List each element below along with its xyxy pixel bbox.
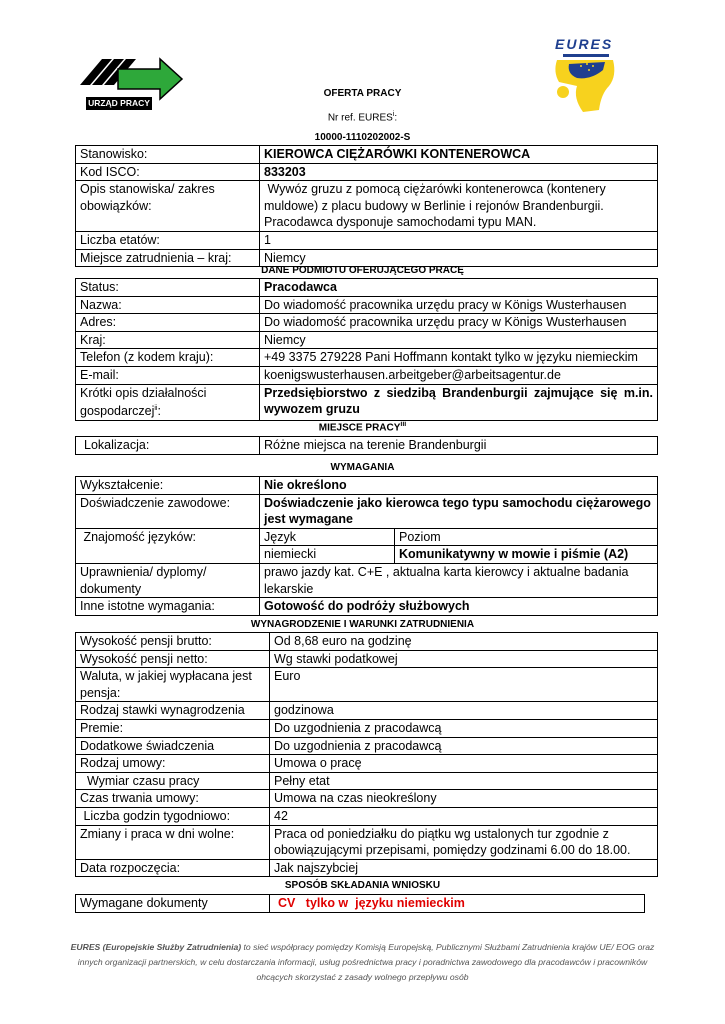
employment-country-value: Niemcy xyxy=(260,249,658,267)
table-row xyxy=(76,859,658,877)
table-row xyxy=(76,384,658,420)
isco-code-label: Kod ISCO: xyxy=(76,163,260,181)
application-table xyxy=(75,894,645,913)
net-salary-value: Wg stawki podatkowej xyxy=(270,650,658,668)
table-row xyxy=(76,231,658,249)
workplace-table xyxy=(75,436,658,455)
table-row xyxy=(76,279,658,297)
table-row xyxy=(76,807,658,825)
start-date-value: Jak najszybciej xyxy=(270,859,658,877)
footer-eures-name: EURES (Europejskie Służby Zatrudnienia) xyxy=(70,942,242,952)
table-row xyxy=(76,366,658,384)
table-row xyxy=(76,528,658,546)
language-name: niemiecki xyxy=(260,546,395,564)
table-row xyxy=(76,737,658,755)
table-row xyxy=(76,895,645,913)
urzad-pracy-logo xyxy=(78,55,188,117)
job-table xyxy=(75,145,658,267)
contract-duration-label: Czas trwania umowy: xyxy=(76,790,270,808)
employer-email-value[interactable]: koenigswusterhausen.arbeitgeber@arbeitsagentur.de xyxy=(260,366,658,384)
start-date-label: Data rozpoczęcia: xyxy=(76,859,270,877)
required-documents-label: Wymagane dokumenty xyxy=(76,895,270,913)
employer-section-title: DANE PODMIOTU OFERUJĄCEGO PRACĘ xyxy=(261,265,464,276)
table-row xyxy=(76,790,658,808)
benefits-value: Do uzgodnienia z pracodawcą xyxy=(270,737,658,755)
salary-section-title: WYNAGRODZENIE I WARUNKI ZATRUDNIENIA xyxy=(250,619,475,630)
business-activity-label-text: Krótki opis działalności gospodarczej xyxy=(80,385,207,419)
eures-logo-text: EURES xyxy=(555,36,614,52)
urzad-pracy-logo-text: URZĄD PRACY xyxy=(88,98,150,108)
table-row xyxy=(76,163,658,181)
languages-label: Znajomość języków: xyxy=(76,528,260,563)
location-label: Lokalizacja: xyxy=(76,437,260,455)
gross-salary-value: Od 8,68 euro na godzinę xyxy=(270,633,658,651)
job-position-label: Stanowisko: xyxy=(76,146,260,164)
shifts-label: Zmiany i praca w dni wolne: xyxy=(76,825,270,859)
contract-duration-value: Umowa na czas nieokreślony xyxy=(270,790,658,808)
bonus-value: Do uzgodnienia z pracodawcą xyxy=(270,719,658,737)
salary-table xyxy=(75,632,658,877)
positions-count-label: Liczba etatów: xyxy=(76,231,260,249)
contract-type-value: Umowa o pracę xyxy=(270,755,658,773)
currency-label: Waluta, w jakiej wypłacana jest pensja: xyxy=(76,668,270,702)
employer-country-value: Niemcy xyxy=(260,331,658,349)
employer-name-value: Do wiadomość pracownika urzędu pracy w Königs Wusterhausen xyxy=(260,296,658,314)
workplace-section-title-text: MIEJSCE PRACY xyxy=(318,422,401,434)
rate-type-label: Rodzaj stawki wynagrodzenia xyxy=(76,702,270,720)
employer-email-label: E-mail: xyxy=(76,366,260,384)
table-row xyxy=(76,314,658,332)
business-activity-value: Przedsiębiorstwo z siedzibą Brandenburgii zajmujące się m.in. wywozem gruzu xyxy=(260,384,658,420)
employer-name-label: Nazwa: xyxy=(76,296,260,314)
education-value: Nie określono xyxy=(260,477,658,495)
page-title: OFERTA PRACY xyxy=(323,88,402,99)
table-row xyxy=(76,650,658,668)
location-value: Różne miejsca na terenie Brandenburgii xyxy=(260,437,658,455)
table-row xyxy=(76,633,658,651)
workplace-section-title xyxy=(0,421,725,433)
employer-address-label: Adres: xyxy=(76,314,260,332)
eures-figure-icon xyxy=(543,52,621,116)
table-row xyxy=(76,437,658,455)
table-row xyxy=(76,563,658,597)
net-salary-label: Wysokość pensji netto: xyxy=(76,650,270,668)
benefits-label: Dodatkowe świadczenia xyxy=(76,737,270,755)
isco-code-value: 833203 xyxy=(260,163,658,181)
table-row xyxy=(76,719,658,737)
reference-number: 10000-1110202002-S xyxy=(314,132,411,143)
table-row xyxy=(76,772,658,790)
positions-count-value: 1 xyxy=(260,231,658,249)
rate-type-value: godzinowa xyxy=(270,702,658,720)
language-column-header: Język xyxy=(260,528,395,546)
weekly-hours-value: 42 xyxy=(270,807,658,825)
contract-type-label: Rodzaj umowy: xyxy=(76,755,270,773)
business-activity-label xyxy=(76,384,260,420)
table-row xyxy=(76,825,658,859)
employer-country-label: Kraj: xyxy=(76,331,260,349)
employer-address-value: Do wiadomość pracownika urzędu pracy w Königs Wusterhausen xyxy=(260,314,658,332)
employer-status-value: Pracodawca xyxy=(260,279,658,297)
working-time-value: Pełny etat xyxy=(270,772,658,790)
bonus-label: Premie: xyxy=(76,719,270,737)
employer-status-label: Status: xyxy=(76,279,260,297)
language-level: Komunikatywny w mowie i piśmie (A2) xyxy=(395,546,658,564)
table-row xyxy=(76,668,658,702)
table-row xyxy=(76,181,658,232)
employer-phone-value: +49 3375 279228 Pani Hoffmann kontakt tylko w języku niemieckim xyxy=(260,349,658,367)
table-row xyxy=(76,477,658,495)
application-section-title: SPOSÓB SKŁADANIA WNIOSKU xyxy=(284,880,441,891)
shifts-value: Praca od poniedziałku do piątku wg ustalonych tur zgodnie z obowiązującymi przepisami, pomiędzy godzinami 6.00 do 18.00. xyxy=(270,825,658,859)
footer-description: to sieć współpracy pomiędzy Komisją Europejską, Publicznymi Służbami Zatrudnienia krajów UE/ EOG oraz innych organizacji partnerskich, w celu dostarczania informacji, usług pośrednictwa pracy i poradnictwa zawodowego dla pracodawców i pracowników ohcących skorzystać z zasady wolnego przepływu osób xyxy=(77,942,655,982)
table-row xyxy=(76,331,658,349)
reference-footnote-mark: i xyxy=(392,111,395,118)
weekly-hours-label: Liczba godzin tygodniowo: xyxy=(76,807,270,825)
other-requirements-label: Inne istotne wymagania: xyxy=(76,598,260,616)
reference-label-suffix: : xyxy=(394,112,398,124)
job-description-value: Wywóz gruzu z pomocą ciężarówki kontenerowca (kontenery muldowe) z placu budowy w Berlinie i rejonów Brandenburgii. Pracodawca dysponuje samochodami typu MAN. xyxy=(260,181,658,232)
experience-label: Doświadczenie zawodowe: xyxy=(76,494,260,528)
licences-label: Uprawnienia/ dyplomy/ dokumenty xyxy=(76,563,260,597)
job-description-label: Opis stanowiska/ zakres obowiązków: xyxy=(76,181,260,232)
gross-salary-label: Wysokość pensji brutto: xyxy=(76,633,270,651)
experience-value: Doświadczenie jako kierowca tego typu samochodu ciężarowego jest wymagane xyxy=(260,494,658,528)
table-row xyxy=(76,494,658,528)
reference-label-text: Nr ref. EURES xyxy=(327,112,393,124)
workplace-footnote-mark: iii xyxy=(400,421,407,428)
table-row xyxy=(76,755,658,773)
business-activity-label-suffix: : xyxy=(157,404,161,419)
job-position-value: KIEROWCA CIĘŻARÓWKI KONTENEROWCA xyxy=(260,146,658,164)
table-row xyxy=(76,296,658,314)
employer-table xyxy=(75,278,658,421)
table-row xyxy=(76,146,658,164)
licences-value: prawo jazdy kat. C+E , aktualna karta kierowcy i aktualne badania lekarskie xyxy=(260,563,658,597)
reference-label xyxy=(0,111,725,123)
level-column-header: Poziom xyxy=(395,528,658,546)
table-row xyxy=(76,598,658,616)
education-label: Wykształcenie: xyxy=(76,477,260,495)
table-row xyxy=(76,702,658,720)
currency-value: Euro xyxy=(270,668,658,702)
employment-country-label: Miejsce zatrudnienia – kraj: xyxy=(76,249,260,267)
business-activity-footnote-mark: ii xyxy=(154,405,158,413)
working-time-label: Wymiar czasu pracy xyxy=(76,772,270,790)
eures-logo xyxy=(543,36,621,116)
required-documents-value: CV tylko w języku niemieckim xyxy=(270,895,645,913)
other-requirements-value: Gotowość do podróży służbowych xyxy=(260,598,658,616)
employer-phone-label: Telefon (z kodem kraju): xyxy=(76,349,260,367)
footer-note xyxy=(60,940,665,985)
table-row xyxy=(76,349,658,367)
requirements-table xyxy=(75,476,658,616)
requirements-section-title: WYMAGANIA xyxy=(330,462,395,473)
